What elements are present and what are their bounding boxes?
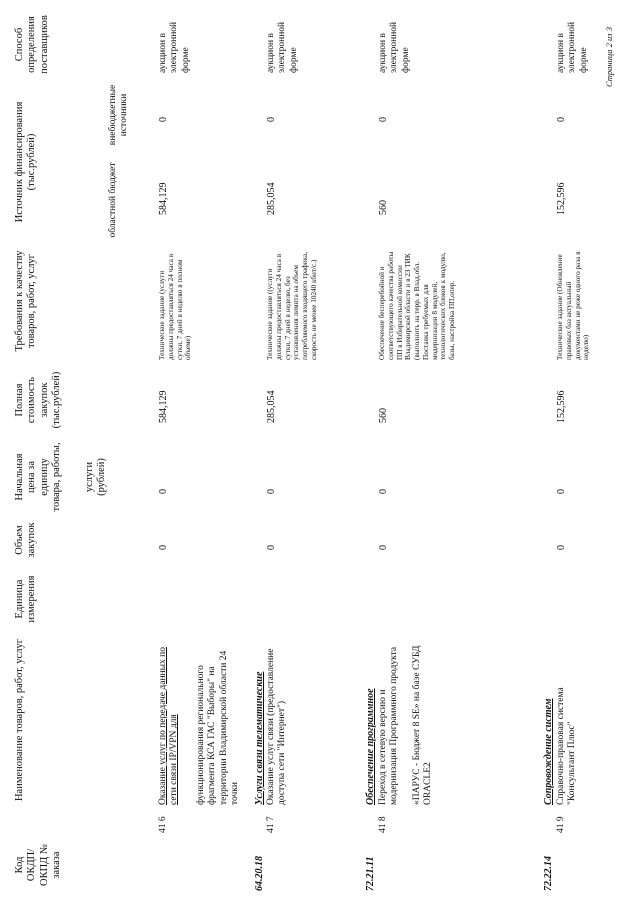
row-unit-price: 0: [158, 489, 169, 494]
row-name: Переход в сетевую версию и модернизация Программного продукта: [378, 646, 400, 805]
row-code: 41 7: [266, 816, 276, 833]
section-code: 72.22.14: [543, 856, 554, 891]
header-funding-regional: областной бюджет: [108, 162, 118, 238]
row-extra: 0: [266, 117, 277, 122]
row-name: Справочно-правовая система "Консультант Плюс": [556, 687, 578, 805]
section-title: Услуги связи телематические: [254, 671, 265, 805]
row-regional: 152,596: [556, 182, 567, 215]
section-title: Сопровождение систем: [543, 698, 554, 805]
row-name: Оказание услуг связи (предоставление доступа сети "Интернет"): [266, 648, 288, 805]
row-regional: 560: [378, 200, 389, 215]
section-title: Обеспечение программное: [365, 688, 376, 805]
row-requirements: Техническое задание (услуги должны предоставляться 24 часа в сутки, 7 дней в неделю в полном объеме): [158, 253, 193, 360]
row-requirements: Техническое задание ((услуги должны предоставляться 24 часа в сутки, 7 дней в неделю, без установления лимита на объем потребляемого входящего трафика, скорость не менее 10240 кбит/с.): [266, 251, 318, 360]
row-method: аукцион в электронной форме: [158, 21, 191, 73]
row-unit-price: 0: [266, 489, 277, 494]
row-volume: 0: [556, 545, 567, 550]
row-name: Оказание услуг по передаче данных по сети связи IP/VPN для: [158, 647, 180, 805]
row-extra: 0: [378, 117, 389, 122]
row-regional: 584,129: [158, 182, 169, 215]
header-requirements: Требования к качеству товаров, работ, услуг: [14, 250, 38, 352]
row-unit-price: 0: [556, 489, 567, 494]
row-regional: 285,054: [266, 182, 277, 215]
row-volume: 0: [266, 545, 277, 550]
row-code: 41 6: [158, 816, 168, 833]
row-method: аукцион в электронной форме: [266, 21, 299, 73]
row-volume: 0: [158, 545, 169, 550]
row-total: 285,054: [266, 390, 277, 423]
row-extra: 0: [556, 117, 567, 122]
header-funding: Источник финансирования (тыс.рублей): [14, 101, 38, 223]
header-total: Полная стоимость закупок (тыс.рублей): [14, 371, 63, 429]
header-name: Наименование товаров, работ, услуг: [14, 638, 25, 802]
row-name-continued: функционирования регионального фрагмента КСА ГАС "Выборы" на территории Владимирской области 24 точки: [196, 650, 241, 805]
header-funding-extra: внебюджетные источники: [108, 84, 130, 146]
header-unit: Единица измерения: [14, 575, 38, 623]
section-code: 64.20.18: [254, 856, 265, 891]
header-unit-price-tail: услуги (рублей): [84, 458, 108, 496]
row-method: аукцион в электронной форме: [378, 21, 411, 73]
row-requirements: Техническое задание (Обновление правовых баз актуальный документами не реже одного раза в неделю): [556, 251, 591, 360]
row-unit-price: 0: [378, 489, 389, 494]
row-code: 41 9: [556, 816, 566, 833]
section-code: 72.21.11: [365, 856, 376, 891]
row-code: 41 8: [378, 816, 388, 833]
row-requirements: Обеспечение бесперебойной и соответствующего качества работы ПП в Избирательной комиссии Владимирской области и в 23 ТИК (выполнить на терр. в Влад.обл. Поставка требуемых для модернизации 8 модулей, технологических блоков к модулю, базы, настройка ПП,опер.: [378, 251, 457, 360]
row-total: 584,129: [158, 390, 169, 423]
row-volume: 0: [378, 545, 389, 550]
row-total: 152,596: [556, 390, 567, 423]
row-extra: 0: [158, 117, 169, 122]
header-method: Способ определения поставщиков: [14, 15, 50, 74]
header-unit-price: Начальная цена за единицу товара, работы,: [14, 442, 63, 512]
header-code: Код ОКДП/ ОКПД № заказа: [14, 844, 63, 886]
row-total: 560: [378, 408, 389, 423]
page-number: Страница 2 из 3: [604, 27, 614, 87]
row-method: аукцион в электронной форме: [556, 21, 589, 73]
header-volume: Объем закупок: [14, 522, 38, 558]
row-name-continued: «ПАРУС - Бюджет 8 SE» на базе СУБД ORACLE2: [412, 645, 434, 805]
